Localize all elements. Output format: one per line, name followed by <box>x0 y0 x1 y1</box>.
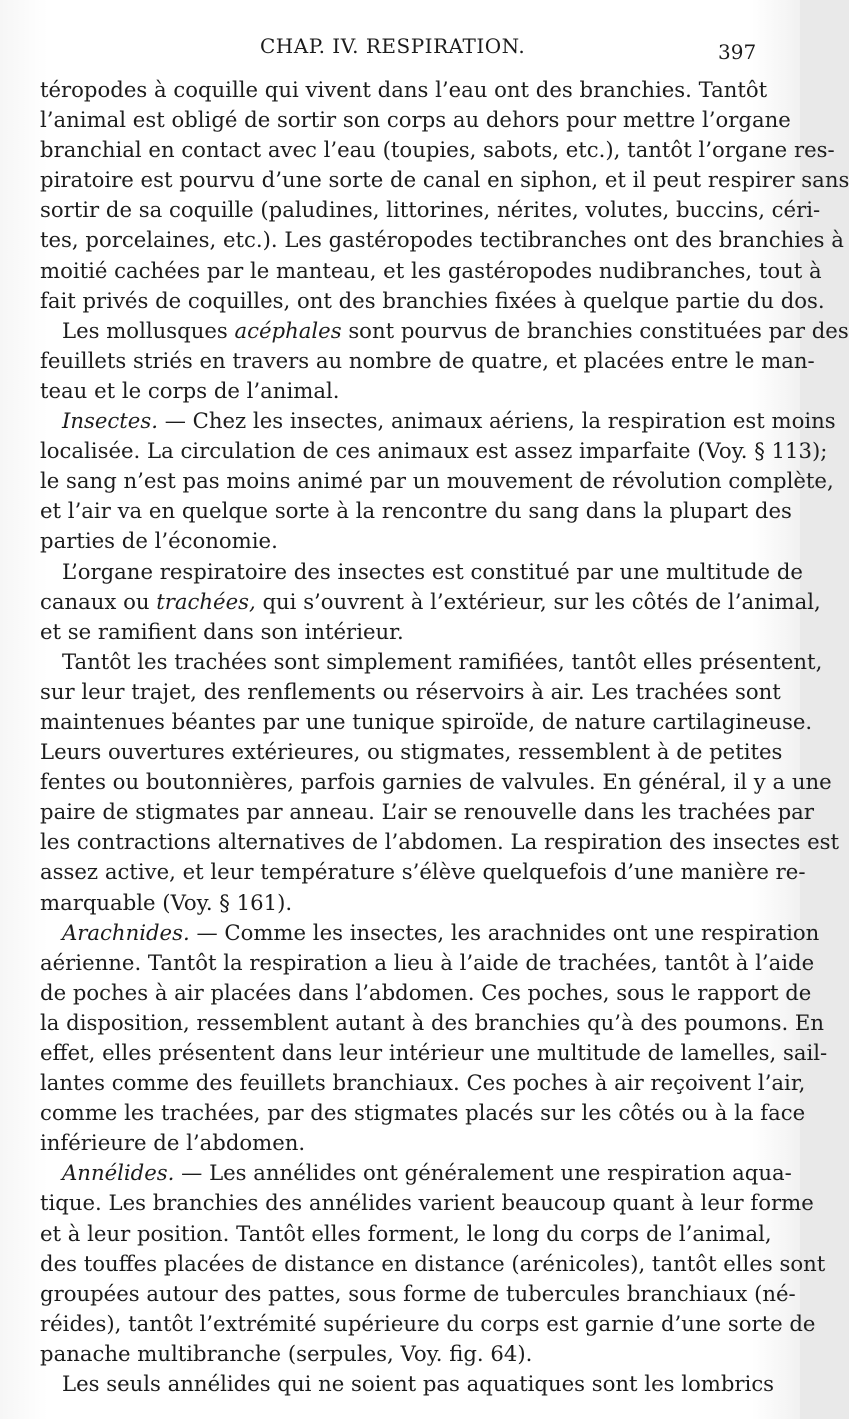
text-line <box>40 406 836 436</box>
italic-term: trachées, <box>156 588 256 614</box>
text-line-content: comme les trachées, par des stigmates placés sur les côtés ou à la face <box>40 1100 806 1126</box>
text-line <box>40 617 760 647</box>
text-line-content: Tantôt les trachées sont simplement ramifiées, tantôt elles présentent, <box>62 648 823 674</box>
text-line <box>40 1068 806 1098</box>
text-line <box>40 135 835 165</box>
text-line-content: fait privés de coquilles, ont des branchies fixées à quelque partie du dos. <box>40 287 825 313</box>
text-line <box>40 195 821 225</box>
italic-term: Arachnides. <box>62 919 190 945</box>
text-line-content: Les seuls annélides qui ne soient pas aquatiques sont les lombrics <box>62 1371 775 1397</box>
text-line <box>40 557 803 587</box>
text-line-content: localisée. La circulation de ces animaux est assez imparfaite (Voy. § 113); <box>40 438 828 464</box>
text-line-content: réides), tantôt l’extrémité supérieure du corps est garnie d’une sorte de <box>40 1310 816 1336</box>
running-head <box>0 28 800 68</box>
text-line-content: piratoire est pourvu d’une sorte de canal en siphon, et il peut respirer sans <box>40 167 849 193</box>
text-line <box>40 857 806 887</box>
text-line-content: qui s’ouvrent à l’extérieur, sur les côtés de l’animal, <box>255 588 821 614</box>
text-line-content: sur leur trajet, des renflements ou réservoirs à air. Les trachées sont <box>40 678 781 704</box>
text-line <box>40 316 849 346</box>
text-line-content: tes, porcelaines, etc.). Les gastéropodes tectibranches ont des branchies à <box>40 227 844 253</box>
text-body <box>40 75 849 1399</box>
text-line-content: et l’air va en quelque sorte à la rencontre du sang dans la plupart des <box>40 498 792 524</box>
text-line-content: — Comme les insectes, les arachnides ont une respiration <box>189 919 820 945</box>
text-line-content: Leurs ouvertures extérieures, ou stigmates, ressemblent à de petites <box>40 739 783 765</box>
text-line <box>40 1339 760 1369</box>
text-line <box>40 466 834 496</box>
text-line <box>40 256 822 286</box>
text-line <box>40 1038 828 1068</box>
text-line-content: et se ramifient dans son intérieur. <box>40 618 404 644</box>
text-line-content: teau et le corps de l’animal. <box>40 377 340 403</box>
text-line-content: la disposition, ressemblent autant à des branchies qu’à des poumons. En <box>40 1009 825 1035</box>
text-line-content: maintenues béantes par une tunique spiroïde, de nature cartilagineuse. <box>40 708 813 734</box>
text-line <box>40 888 760 918</box>
text-line <box>40 948 815 978</box>
text-line-content: sont pourvus de branchies constituées par des <box>341 317 849 343</box>
text-line-content: fentes ou boutonnières, parfois garnies de valvules. En général, il y a une <box>40 769 832 795</box>
text-line <box>40 1309 816 1339</box>
text-line <box>40 75 768 105</box>
text-line <box>40 1369 775 1399</box>
text-line-lead: Les mollusques <box>62 317 235 343</box>
text-line <box>40 376 760 406</box>
text-line-content: de poches à air placées dans l’abdomen. Ces poches, sous le rapport de <box>40 979 812 1005</box>
text-line <box>40 767 832 797</box>
text-line <box>40 286 825 316</box>
text-line <box>40 346 815 376</box>
chapter-title: CHAP. IV. RESPIRATION. <box>260 34 526 58</box>
text-line-content: l’animal est obligé de sortir son corps au dehors pour mettre l’organe <box>40 107 791 133</box>
italic-term: Annélides. <box>62 1160 175 1186</box>
text-line-lead: canaux ou <box>40 588 157 614</box>
text-line <box>40 737 783 767</box>
text-line-content: sortir de sa coquille (paludines, littorines, nérites, volutes, buccins, céri- <box>40 197 821 223</box>
text-line <box>40 978 812 1008</box>
text-line <box>40 1098 806 1128</box>
text-line-content: parties de l’économie. <box>40 528 278 554</box>
italic-term: Insectes. <box>62 408 158 434</box>
text-line-content: et à leur position. Tantôt elles forment, le long du corps de l’animal, <box>40 1220 772 1246</box>
text-line <box>40 225 844 255</box>
text-line <box>40 797 814 827</box>
text-line-content: tique. Les branchies des annélides varient beaucoup quant à leur forme <box>40 1190 814 1216</box>
text-line-content: panache multibranche (serpules, Voy. fig. 64). <box>40 1340 533 1366</box>
text-line-content: inférieure de l’abdomen. <box>40 1130 306 1156</box>
text-line <box>40 827 840 857</box>
text-line-content: le sang n’est pas moins animé par un mouvement de révolution complète, <box>40 468 834 494</box>
text-line <box>40 707 813 737</box>
text-line-content: assez active, et leur température s’élève quelquefois d’une manière re- <box>40 859 806 885</box>
page-number: 397 <box>718 40 757 64</box>
text-line-content: L’organe respiratoire des insectes est constitué par une multitude de <box>62 558 803 584</box>
text-line <box>40 647 823 677</box>
text-line <box>40 1008 825 1038</box>
text-line-content: paire de stigmates par anneau. L’air se renouvelle dans les trachées par <box>40 799 814 825</box>
text-line-content: branchial en contact avec l’eau (toupies, sabots, etc.), tantôt l’organe res- <box>40 137 835 163</box>
text-line-content: — Chez les insectes, animaux aériens, la respiration est moins <box>157 408 836 434</box>
text-line <box>40 677 781 707</box>
text-line <box>40 918 820 948</box>
text-line <box>40 1158 792 1188</box>
text-line-content: lantes comme des feuillets branchiaux. Ces poches à air reçoivent l’air, <box>40 1070 806 1096</box>
text-line-content: marquable (Voy. § 161). <box>40 889 293 915</box>
text-line <box>40 1219 772 1249</box>
text-line-content: effet, elles présentent dans leur intérieur une multitude de lamelles, sail- <box>40 1040 828 1065</box>
text-line-content: feuillets striés en travers au nombre de quatre, et placées entre le man- <box>40 347 815 373</box>
text-line-content: groupées autour des pattes, sous forme de tubercules branchiaux (né- <box>40 1280 796 1306</box>
text-line <box>40 496 792 526</box>
text-line <box>40 1279 796 1309</box>
text-line <box>40 526 760 556</box>
text-line <box>40 1128 760 1158</box>
text-line-content: des touffes placées de distance en distance (arénicoles), tantôt elles sont <box>40 1250 826 1276</box>
text-line-content: moitié cachées par le manteau, et les gastéropodes nudibranches, tout à <box>40 257 822 283</box>
text-line <box>40 436 828 466</box>
text-line <box>40 1249 826 1279</box>
text-line <box>40 1188 814 1218</box>
text-line-content: aérienne. Tantôt la respiration a lieu à l’aide de trachées, tantôt à l’aide <box>40 949 815 975</box>
text-line <box>40 165 849 195</box>
italic-term: acéphales <box>234 317 342 343</box>
text-line <box>40 105 791 135</box>
text-line <box>40 587 821 617</box>
text-line-content: les contractions alternatives de l’abdomen. La respiration des insectes est <box>40 829 840 855</box>
text-line-content: — Les annélides ont généralement une respiration aqua- <box>174 1160 792 1186</box>
text-line-content: téropodes à coquille qui vivent dans l’eau ont des branchies. Tantôt <box>40 77 768 102</box>
